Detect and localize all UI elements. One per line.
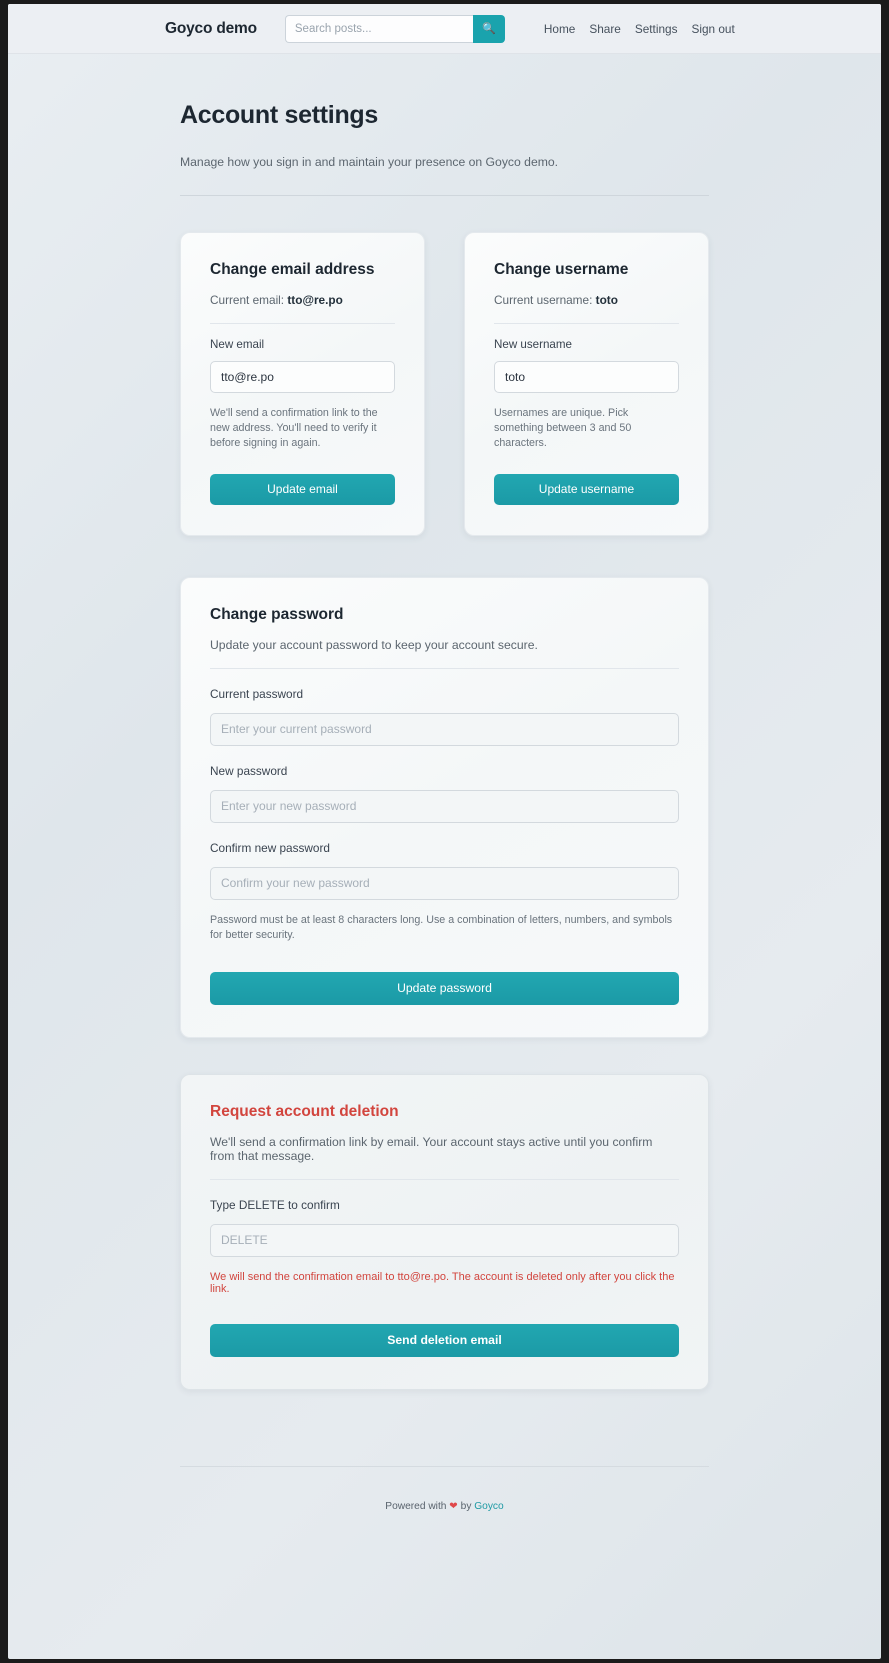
footer-middle: by: [457, 1500, 475, 1512]
card-rule: [210, 323, 395, 324]
delete-warning-text: We will send the confirmation email to tto@re.po. The account is deleted only after you click the link.: [210, 1270, 675, 1295]
app-window: [8, 4, 881, 1659]
search-icon[interactable]: 🔍: [473, 15, 505, 43]
nav-link-share[interactable]: Share: [589, 21, 621, 36]
password-help: Password must be at least 8 characters long. Use a combination of letters, numbers, and symbols for better security.: [210, 913, 673, 941]
new-email-help: We'll send a confirmation link to the new address. You'll need to verify it before signing in again.: [210, 407, 378, 450]
current-email-line: [210, 293, 395, 307]
footer-link-goyco[interactable]: Goyco: [474, 1500, 504, 1512]
main-content: [8, 101, 881, 1546]
delete-confirm-input[interactable]: [210, 1224, 679, 1257]
current-username-label: Current username:: [494, 293, 596, 307]
brand-logo[interactable]: Goyco demo: [165, 19, 257, 37]
new-username-label: New username: [494, 338, 572, 351]
nav-links: [544, 22, 735, 36]
send-deletion-email-button[interactable]: Send deletion email: [210, 1324, 679, 1357]
new-username-input[interactable]: [494, 361, 679, 393]
top-card-row: [180, 232, 709, 536]
top-navigation-bar: [8, 4, 881, 54]
current-email-label: Current email:: [210, 293, 288, 307]
header-divider: [180, 195, 709, 196]
nav-link-home[interactable]: Home: [543, 21, 576, 36]
new-username-help: Usernames are unique. Pick something between 3 and 50 characters.: [494, 407, 632, 450]
update-email-button[interactable]: Update email: [210, 474, 395, 505]
card-rule: [210, 668, 679, 669]
page-footer: [180, 1466, 709, 1546]
card-rule: [494, 323, 679, 324]
heart-icon: ❤: [449, 1500, 458, 1512]
change-email-card: [180, 232, 425, 536]
new-email-label: New email: [210, 338, 265, 351]
change-password-card: [180, 577, 709, 1038]
search-bar: [285, 15, 505, 43]
change-username-title: Change username: [494, 261, 629, 278]
current-email-value: tto@re.po: [287, 293, 343, 307]
update-username-button[interactable]: Update username: [494, 474, 679, 505]
confirm-password-label: Confirm new password: [210, 840, 330, 855]
nav-link-settings[interactable]: Settings: [634, 21, 678, 36]
update-password-button[interactable]: Update password: [210, 972, 679, 1005]
request-account-deletion-card: [180, 1074, 709, 1390]
new-email-input[interactable]: [210, 361, 395, 393]
confirm-password-input[interactable]: [210, 867, 679, 900]
footer-prefix: Powered with: [385, 1500, 450, 1512]
nav-link-sign-out[interactable]: Sign out: [691, 21, 735, 36]
current-password-input[interactable]: [210, 713, 679, 746]
current-username-line: [494, 293, 679, 307]
search-input[interactable]: [285, 15, 473, 43]
card-rule: [210, 1179, 679, 1180]
new-password-label: New password: [210, 763, 288, 778]
change-email-title: Change email address: [210, 261, 375, 278]
request-account-deletion-title: Request account deletion: [210, 1102, 399, 1120]
page-title: Account settings: [180, 101, 378, 129]
current-password-label: Current password: [210, 686, 304, 701]
current-username-value: toto: [595, 293, 618, 307]
footer-text: [385, 1501, 503, 1512]
new-password-input[interactable]: [210, 790, 679, 823]
page-subtitle: Manage how you sign in and maintain your presence on Goyco demo.: [180, 155, 559, 169]
change-password-title: Change password: [210, 605, 344, 623]
delete-confirm-label: Type DELETE to confirm: [210, 1197, 340, 1212]
change-username-card: [464, 232, 709, 536]
change-password-description: Update your account password to keep your account secure.: [210, 637, 538, 652]
request-account-deletion-description: We'll send a confirmation link by email. Your account stays active until you confirm from that message.: [210, 1134, 653, 1163]
